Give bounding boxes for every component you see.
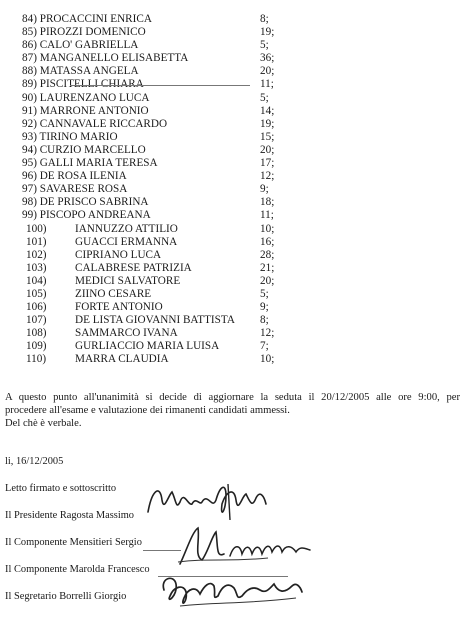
candidate-name: CURZIO MARCELLO: [39, 143, 146, 156]
candidate-score: 16;: [260, 235, 275, 248]
closing-line-2: procedere all'esame e valutazione dei rimanenti candidati ammessi.: [5, 405, 290, 417]
candidate-name: FORTE ANTONIO: [75, 301, 163, 314]
list-item: [22, 196, 442, 209]
list-item: [22, 301, 442, 314]
candidate-entry: [22, 92, 149, 105]
item-number: 108): [26, 327, 47, 340]
list-item: [22, 52, 442, 65]
item-number: 99): [22, 209, 37, 222]
candidate-score: 15;: [260, 130, 275, 143]
candidate-entry: [22, 170, 127, 183]
candidate-entry: [22, 52, 188, 65]
candidate-score: 28;: [260, 248, 275, 261]
candidate-score: 8;: [260, 13, 269, 25]
list-item: [22, 144, 442, 157]
candidate-score: 11;: [260, 209, 274, 222]
candidate-name: MEDICI SALVATORE: [75, 274, 181, 287]
candidate-name: SAMMARCO IVANA: [75, 327, 178, 340]
candidate-entry: [22, 131, 118, 144]
candidate-name: CALO' GABRIELLA: [39, 39, 139, 52]
candidate-name: CIPRIANO LUCA: [75, 248, 162, 261]
candidate-score: 19;: [260, 26, 275, 39]
list-item: [22, 209, 442, 222]
candidate-name: PISCITELLI CHIARA: [39, 78, 144, 91]
item-number: 109): [26, 340, 47, 353]
item-number: 110): [26, 353, 47, 366]
item-number: 104): [26, 274, 47, 287]
candidate-score: 12;: [260, 170, 275, 183]
candidate-score: 20;: [260, 143, 275, 156]
candidate-score: 8;: [260, 314, 269, 327]
signed-label: Letto firmato e sottoscritto: [5, 483, 117, 494]
candidate-score: 36;: [260, 52, 275, 65]
item-number: 90): [22, 91, 37, 104]
list-item: [22, 105, 442, 118]
candidate-name: DE LISTA GIOVANNI BATTISTA: [75, 314, 235, 327]
candidate-name: MANGANELLO ELISABETTA: [39, 52, 189, 65]
president-line: Il Presidente Ragosta Massimo: [5, 510, 135, 521]
member-2-line: Il Componente Marolda Francesco: [5, 564, 150, 575]
candidate-score: 20;: [260, 274, 275, 287]
list-item: [22, 275, 442, 288]
closing-paragraph: [5, 391, 460, 431]
candidate-name: MARRA CLAUDIA: [75, 353, 169, 366]
candidate-score: 10;: [260, 222, 275, 235]
item-number: 92): [22, 117, 37, 130]
item-number: 87): [22, 52, 37, 65]
candidate-score: 17;: [260, 157, 275, 170]
candidate-name: SAVARESE ROSA: [39, 183, 128, 196]
item-number: 86): [22, 39, 37, 52]
candidate-score: 12;: [260, 327, 275, 340]
candidate-list: [22, 13, 442, 367]
candidate-name: GUACCI ERMANNA: [75, 235, 178, 248]
item-number: 98): [22, 196, 37, 209]
item-number: 93): [22, 130, 37, 143]
list-item: [22, 249, 442, 262]
candidate-entry: [22, 183, 127, 196]
list-item: [22, 223, 442, 236]
candidate-name: DE PRISCO SABRINA: [39, 196, 149, 209]
item-number: 95): [22, 157, 37, 170]
member-1-line: Il Componente Mensitieri Sergio: [5, 537, 142, 548]
list-item: [22, 340, 442, 353]
item-number: 85): [22, 26, 37, 39]
list-item: [22, 13, 442, 26]
candidate-score: 5;: [260, 287, 269, 300]
item-number: 103): [26, 261, 47, 274]
list-item: [22, 262, 442, 275]
candidate-name: CALABRESE PATRIZIA: [75, 261, 192, 274]
candidate-score: 5;: [260, 91, 269, 104]
list-item: [22, 131, 442, 144]
candidate-entry: [22, 209, 151, 222]
candidate-score: 9;: [260, 301, 269, 314]
candidate-entry: [22, 39, 138, 52]
list-item: [22, 236, 442, 249]
item-number: 106): [26, 301, 47, 314]
candidate-name: LAURENZANO LUCA: [39, 91, 150, 104]
pen-stroke: [70, 85, 250, 86]
candidate-name: DE ROSA ILENIA: [39, 170, 127, 183]
item-number: 94): [22, 143, 37, 156]
candidate-name: ZIINO CESARE: [75, 287, 152, 300]
candidate-name: PROCACCINI ENRICA: [39, 13, 152, 25]
item-number: 107): [26, 314, 47, 327]
candidate-entry: [22, 118, 167, 131]
list-item: [22, 183, 442, 196]
closing-line-3: Del chè è verbale.: [5, 418, 82, 430]
candidate-name: IANNUZZO ATTILIO: [75, 222, 178, 235]
candidate-entry: [22, 196, 149, 209]
candidate-score: 11;: [260, 78, 274, 91]
candidate-name: GALLI MARIA TERESA: [39, 157, 158, 170]
candidate-score: 19;: [260, 117, 275, 130]
item-number: 96): [22, 170, 37, 183]
list-item: [22, 118, 442, 131]
item-number: 101): [26, 235, 47, 248]
candidate-score: 14;: [260, 104, 275, 117]
signature-president: [142, 476, 272, 524]
candidate-name: TIRINO MARIO: [39, 130, 118, 143]
candidate-score: 9;: [260, 183, 269, 196]
candidate-entry: [22, 105, 149, 118]
item-number: 105): [26, 287, 47, 300]
list-item: [22, 39, 442, 52]
list-item: [22, 314, 442, 327]
list-item: [22, 26, 442, 39]
candidate-score: 21;: [260, 261, 275, 274]
candidate-entry: [22, 157, 158, 170]
item-number: 88): [22, 65, 37, 78]
list-item: [22, 170, 442, 183]
secretary-line: Il Segretario Borrelli Giorgio: [5, 591, 127, 602]
list-item: [22, 288, 442, 301]
candidate-score: 5;: [260, 39, 269, 52]
candidate-score: 20;: [260, 65, 275, 78]
candidate-score: 10;: [260, 353, 275, 366]
item-number: 84): [22, 13, 37, 25]
date-line: li, 16/12/2005: [5, 456, 64, 467]
candidate-name: MATASSA ANGELA: [39, 65, 139, 78]
list-item: [22, 327, 442, 340]
signature-member-1: [168, 522, 318, 570]
candidate-name: PIROZZI DOMENICO: [39, 26, 146, 39]
item-number: 97): [22, 183, 37, 196]
item-number: 91): [22, 104, 37, 117]
signature-secretary: [156, 568, 306, 614]
list-item: [22, 157, 442, 170]
list-item: [22, 353, 442, 366]
item-number: 102): [26, 248, 47, 261]
candidate-entry: [22, 144, 146, 157]
candidate-entry: [22, 65, 139, 78]
candidate-name: PISCOPO ANDREANA: [39, 209, 151, 222]
candidate-name: MARRONE ANTONIO: [39, 104, 149, 117]
list-item: [22, 92, 442, 105]
list-item: [22, 65, 442, 78]
candidate-name: GURLIACCIO MARIA LUISA: [75, 340, 220, 353]
candidate-entry: [22, 13, 152, 26]
candidate-name: CANNAVALE RICCARDO: [39, 117, 168, 130]
candidate-score: 18;: [260, 196, 275, 209]
item-number: 89): [22, 78, 37, 91]
closing-line-1: A questo punto all'unanimità si decide di aggiornare la seduta il 20/12/2005 alle ore 9:00, per: [5, 392, 460, 403]
candidate-entry: [22, 26, 146, 39]
candidate-score: 7;: [260, 340, 269, 353]
item-number: 100): [26, 222, 47, 235]
